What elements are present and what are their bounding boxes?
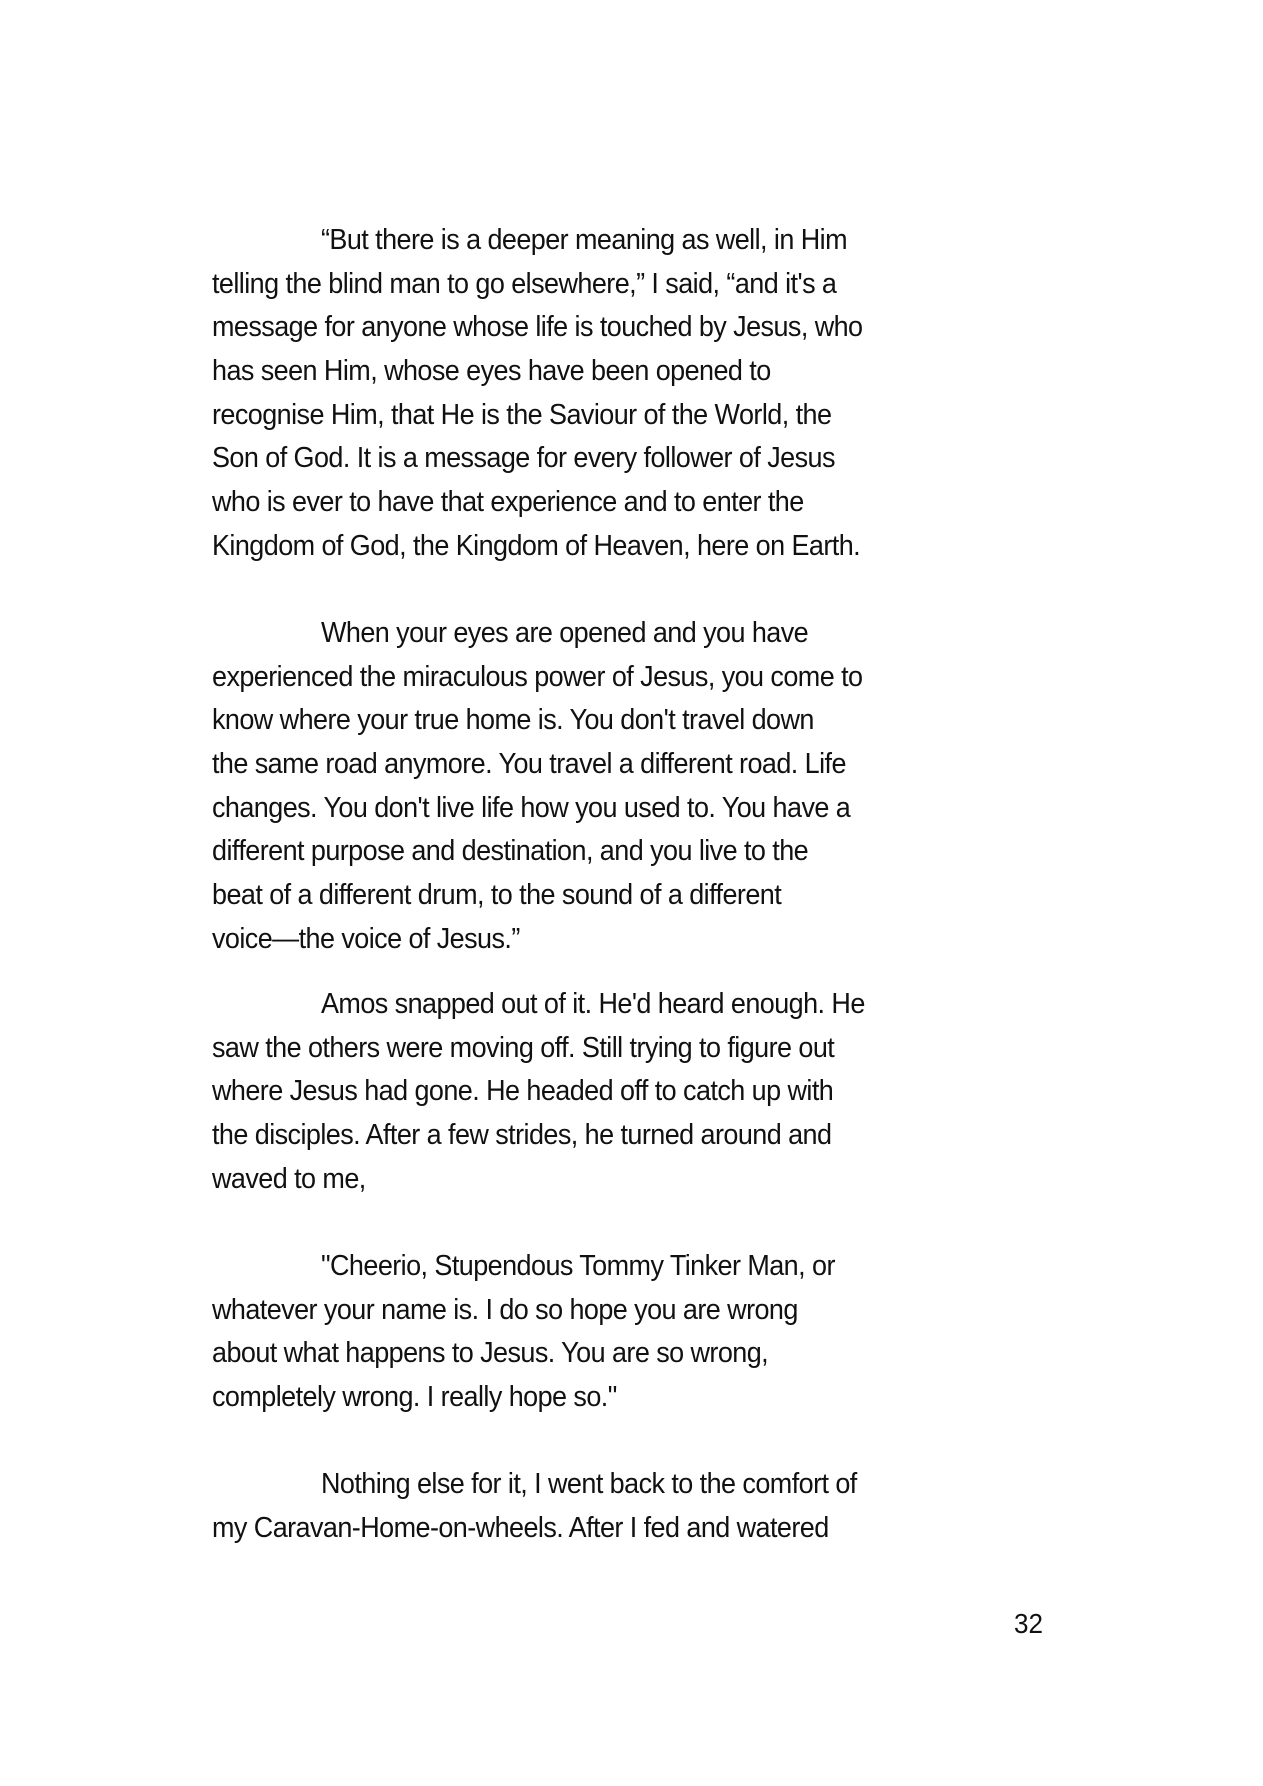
paragraph-line: different purpose and destination, and you live to the	[212, 835, 809, 867]
paragraph-line: changes. You don't live life how you used to. You have a	[212, 792, 851, 824]
paragraph-line: voice—the voice of Jesus.”	[212, 923, 520, 955]
paragraph-line: where Jesus had gone. He headed off to catch up with	[212, 1075, 834, 1107]
paragraph-line: Amos snapped out of it. He'd heard enough. He	[321, 988, 865, 1020]
paragraph-line: the disciples. After a few strides, he turned around and	[212, 1119, 832, 1151]
paragraph-line: Kingdom of God, the Kingdom of Heaven, here on Earth.	[212, 530, 861, 562]
paragraph-line: saw the others were moving off. Still trying to figure out	[212, 1032, 835, 1064]
paragraph-line: Nothing else for it, I went back to the comfort of	[321, 1468, 857, 1500]
paragraph-line: telling the blind man to go elsewhere,” I said, “and it's a	[212, 268, 837, 300]
paragraph-line: who is ever to have that experience and to enter the	[212, 486, 804, 518]
paragraph-line: completely wrong. I really hope so."	[212, 1381, 617, 1413]
paragraph-line: message for anyone whose life is touched by Jesus, who	[212, 311, 863, 343]
paragraph-line: Son of God. It is a message for every follower of Jesus	[212, 442, 835, 474]
paragraph-line: "Cheerio, Stupendous Tommy Tinker Man, or	[321, 1250, 835, 1282]
paragraph-line: whatever your name is. I do so hope you are wrong	[212, 1294, 798, 1326]
paragraph-line: the same road anymore. You travel a different road. Life	[212, 748, 846, 780]
page-number: 32	[1014, 1608, 1043, 1639]
paragraph-line: recognise Him, that He is the Saviour of the World, the	[212, 399, 832, 431]
paragraph-line: experienced the miraculous power of Jesus, you come to	[212, 661, 863, 693]
paragraph-line: about what happens to Jesus. You are so wrong,	[212, 1337, 769, 1369]
paragraph-line: waved to me,	[212, 1163, 366, 1195]
paragraph-line: beat of a different drum, to the sound of a different	[212, 879, 782, 911]
paragraph-line: my Caravan-Home-on-wheels. After I fed and watered	[212, 1512, 829, 1544]
paragraph-line: “But there is a deeper meaning as well, in Him	[321, 224, 847, 256]
paragraph-line: has seen Him, whose eyes have been opened to	[212, 355, 771, 387]
paragraph-line: When your eyes are opened and you have	[321, 617, 809, 649]
paragraph-line: know where your true home is. You don't travel down	[212, 704, 814, 736]
